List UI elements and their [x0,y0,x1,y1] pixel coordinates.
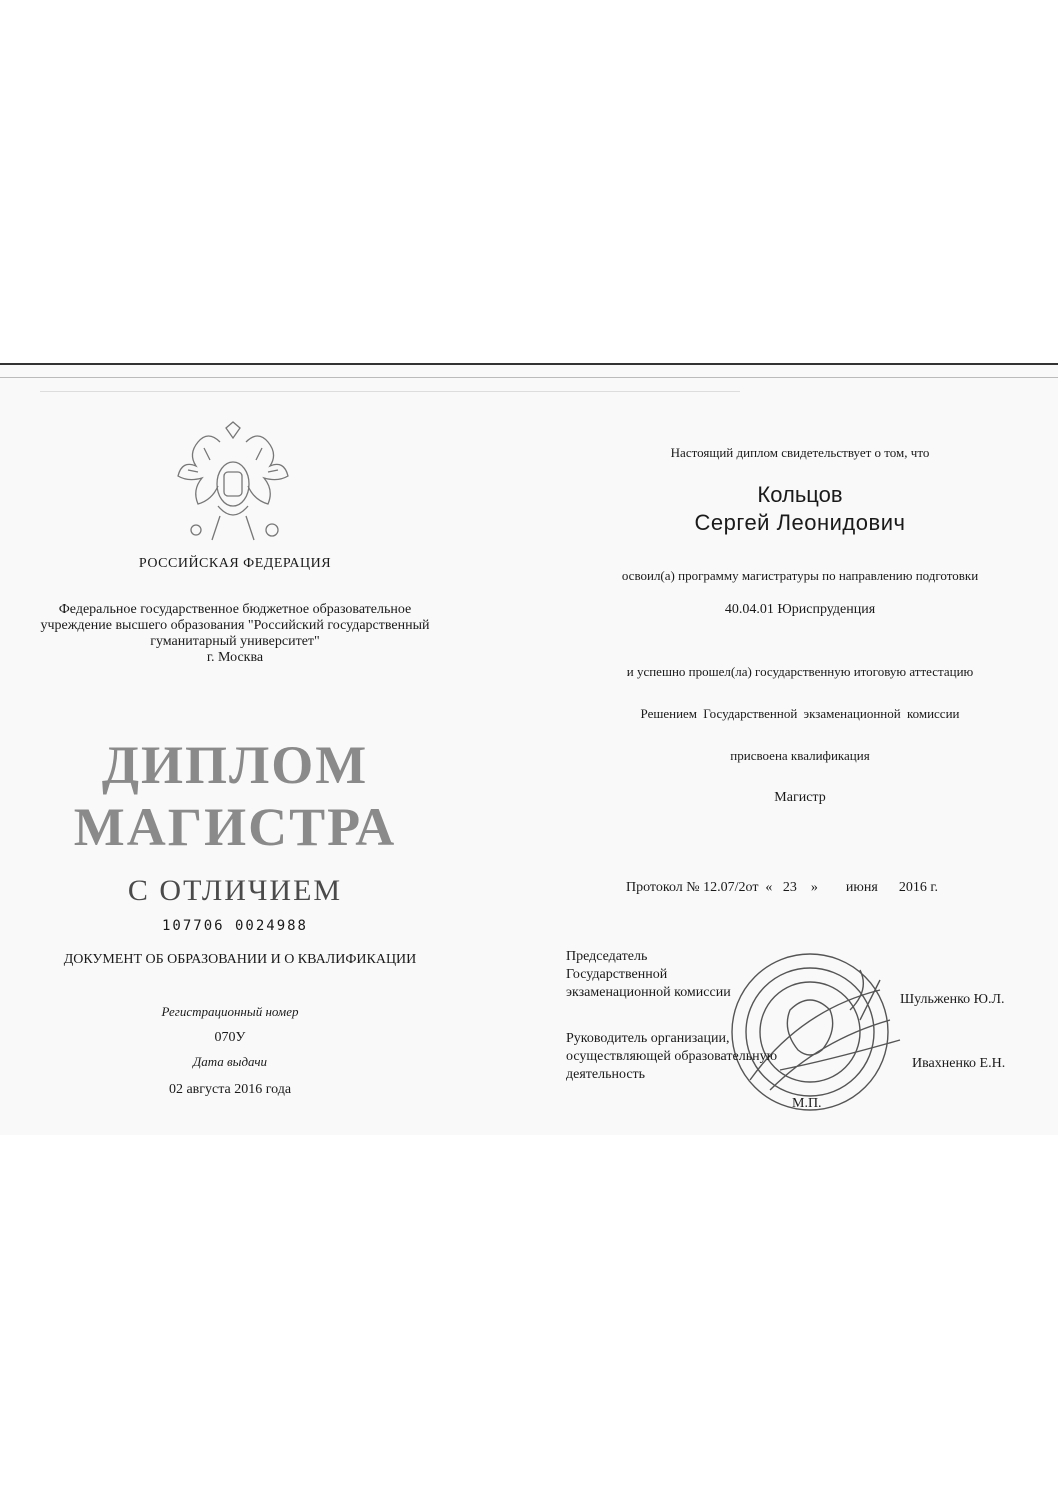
attestation-text: и успешно прошел(ла) государственную итоговую аттестацию [626,664,974,679]
diploma-title-line2: МАГИСТРА [73,797,397,857]
signature-title-line: Председатель [566,949,648,964]
graduate-surname: Кольцов [757,482,843,507]
serial-number: 107706 0024988 [161,918,308,934]
commission-chair-title [566,948,731,1002]
organization-line: Федеральное государственное бюджетное образовательное [58,602,412,617]
coat-of-arms-emblem [168,420,298,548]
graduate-given-names: Сергей Леонидович [694,510,906,535]
registration-number: 070У [214,1030,246,1045]
mastered-program-text: освоил(а) программу магистратуры по направлению подготовки [621,568,979,583]
signature-title-line: Государственной [566,967,668,982]
signature-title-line: Руководитель организации, [566,1031,730,1046]
stamp-place-mark: М.П. [792,1096,822,1111]
qualification-assigned-text: присвоена квалификация [730,748,870,763]
organization-line: гуманитарный университет" [150,634,320,649]
honors-label: С ОТЛИЧИЕМ [127,874,343,907]
commission-decision-text: Решением Государственной экзаменационной комиссии [640,706,960,721]
issue-date-label: Дата выдачи [192,1054,268,1069]
commission-chair-name: Шульженко Ю.Л. [900,992,1005,1007]
certifies-text: Настоящий диплом свидетельствует о том, что [670,445,930,460]
issue-date: 02 августа 2016 года [168,1082,292,1097]
signature-title-line: экзаменационной комиссии [566,985,731,1000]
diploma-title-line1: ДИПЛОМ [101,735,369,795]
signature-title-line: деятельность [566,1067,646,1082]
issuing-organization [20,602,450,666]
qualification-value: Магистр [774,790,826,805]
organization-line: учреждение высшего образования "Российский государственный [40,618,430,633]
registration-number-label: Регистрационный номер [161,1004,299,1019]
organization-head-name: Ивахненко Е.Н. [912,1056,1006,1071]
country-name: РОССИЙСКАЯ ФЕДЕРАЦИЯ [138,556,332,571]
document-type: ДОКУМЕНТ ОБ ОБРАЗОВАНИИ И О КВАЛИФИКАЦИИ [63,952,417,967]
organization-head-title [566,1030,777,1084]
signature-title-line: осуществляющей образовательную [566,1049,778,1064]
program-name: 40.04.01 Юриспруденция [724,602,876,617]
protocol-line: Протокол № 12.07/2от « 23 » июня 2016 г. [626,880,938,895]
organization-city: г. Москва [206,650,264,665]
